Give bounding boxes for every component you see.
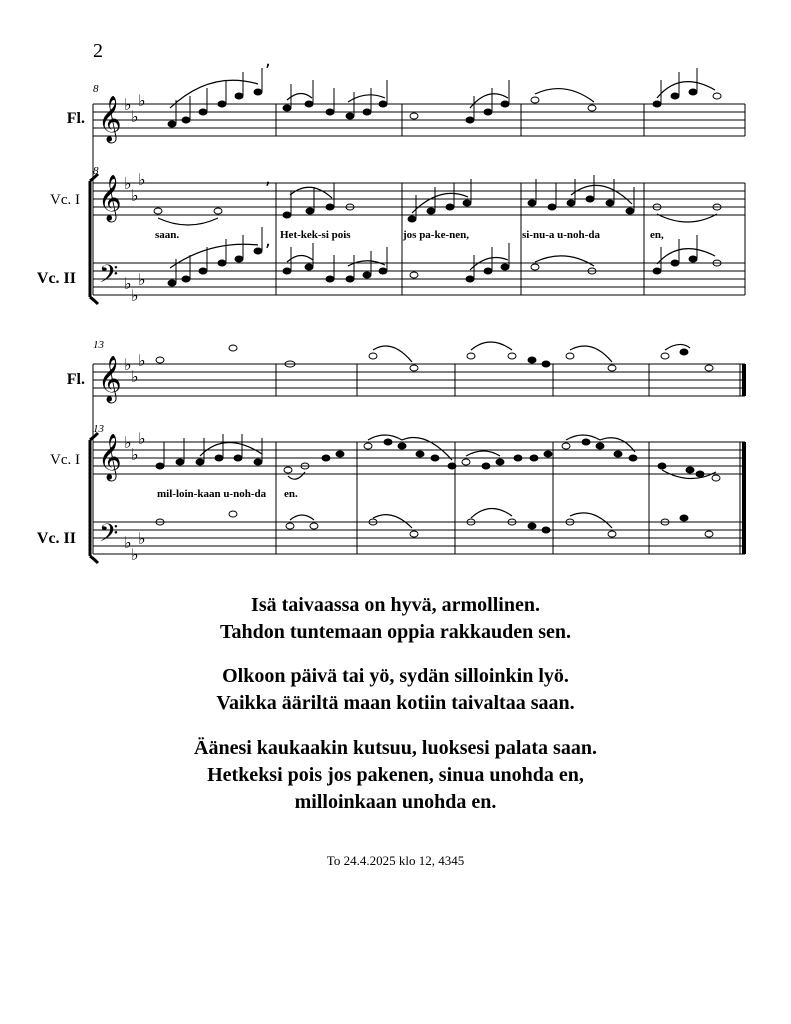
cello2-staff-1 <box>93 263 745 295</box>
treble-clef-icon: 𝄞 <box>98 434 122 480</box>
bass-clef-icon: 𝄢 <box>99 260 119 295</box>
svg-text:♭: ♭ <box>138 529 146 548</box>
instrument-label-cello-2: Vc. II <box>36 270 76 287</box>
measure-number: 8 <box>93 165 99 177</box>
svg-text:♭: ♭ <box>124 533 132 552</box>
svg-text:♭: ♭ <box>131 367 139 386</box>
bass-clef-icon: 𝄢 <box>99 519 119 554</box>
poem-line: milloinkaan unohda en. <box>294 791 497 813</box>
treble-clef-icon: 𝄞 <box>98 96 122 142</box>
slurs-system-2 <box>200 342 716 528</box>
lyric-syllables: saan. <box>155 229 180 241</box>
svg-text:♭: ♭ <box>131 107 139 126</box>
measure-number: 13 <box>93 339 104 351</box>
svg-text:♭: ♭ <box>138 429 146 448</box>
svg-text:♭: ♭ <box>131 445 139 464</box>
poem-line: Isä taivaassa on hyvä, armollinen. <box>251 594 540 616</box>
slurs-system-1 <box>158 80 717 270</box>
svg-text:♭: ♭ <box>124 274 132 293</box>
poem-line: Tahdon tuntemaan oppia rakkauden sen. <box>219 621 572 643</box>
key-signatures <box>124 91 146 564</box>
staff-bracket <box>90 433 98 563</box>
instrument-label-flute: Fl. <box>66 110 85 127</box>
svg-text:,: , <box>265 50 271 71</box>
notes-system-1 <box>154 68 721 286</box>
svg-text:♭: ♭ <box>138 270 146 289</box>
poem-line: Äänesi kaukaakin kutsuu, luoksesi palata saan. <box>194 737 597 759</box>
svg-text:♭: ♭ <box>131 286 139 305</box>
final-barlines <box>742 364 746 554</box>
breath-marks <box>265 50 271 251</box>
poem-stanza-3 <box>0 735 791 816</box>
poem-line: Vaikka ääriltä maan kotiin taivaltaa saan. <box>216 692 575 714</box>
instrument-label-cello-1: Vc. I <box>50 192 80 208</box>
clefs <box>98 96 122 554</box>
instrument-label-cello-2: Vc. II <box>36 530 76 547</box>
svg-text:♭: ♭ <box>131 545 139 564</box>
svg-text:♭: ♭ <box>138 91 146 110</box>
cello1-staff-1 <box>93 183 745 215</box>
staff-bracket <box>90 174 98 304</box>
lyric-syllables: si-nu-a u-noh-da <box>522 229 600 241</box>
measure-number: 8 <box>93 83 99 95</box>
svg-text:♭: ♭ <box>124 95 132 114</box>
treble-clef-icon: 𝄞 <box>98 356 122 402</box>
poem-stanza-1 <box>0 592 791 646</box>
lyric-syllables: en. <box>284 488 298 500</box>
svg-text:♭: ♭ <box>124 433 132 452</box>
measure-number: 13 <box>93 423 104 435</box>
footer-date: To 24.4.2025 klo 12, 4345 <box>326 853 465 868</box>
lyric-syllables: en, <box>650 229 664 241</box>
poem-stanza-2 <box>0 663 791 717</box>
instrument-label-cello-1: Vc. I <box>50 452 80 468</box>
poem-line: Hetkeksi pois jos pakenen, sinua unohda en, <box>207 764 584 786</box>
poem-line: Olkoon päivä tai yö, sydän silloinkin lyö. <box>222 665 569 687</box>
treble-clef-icon: 𝄞 <box>98 175 122 221</box>
svg-text:♭: ♭ <box>138 351 146 370</box>
page-number: 2 <box>93 40 103 62</box>
svg-text:♭: ♭ <box>138 170 146 189</box>
instrument-label-flute: Fl. <box>66 371 85 388</box>
cello1-staff-2 <box>93 442 745 474</box>
notes-system-2 <box>156 345 720 537</box>
cello2-staff-2 <box>93 522 745 554</box>
staff-lines <box>93 104 745 554</box>
lyric-syllables: jos pa-ke-nen, <box>403 229 470 241</box>
lyric-syllables: mil-loin-kaan u-noh-da <box>157 488 267 500</box>
svg-text:♭: ♭ <box>124 174 132 193</box>
svg-text:,: , <box>265 168 271 189</box>
svg-text:♭: ♭ <box>131 186 139 205</box>
svg-text:♭: ♭ <box>124 355 132 374</box>
barlines-system-2 <box>93 364 740 554</box>
svg-text:,: , <box>265 230 271 251</box>
flute-staff-1 <box>93 104 745 136</box>
flute-staff-2 <box>93 364 745 396</box>
lyric-syllables: Het-kek-si pois <box>280 229 351 241</box>
